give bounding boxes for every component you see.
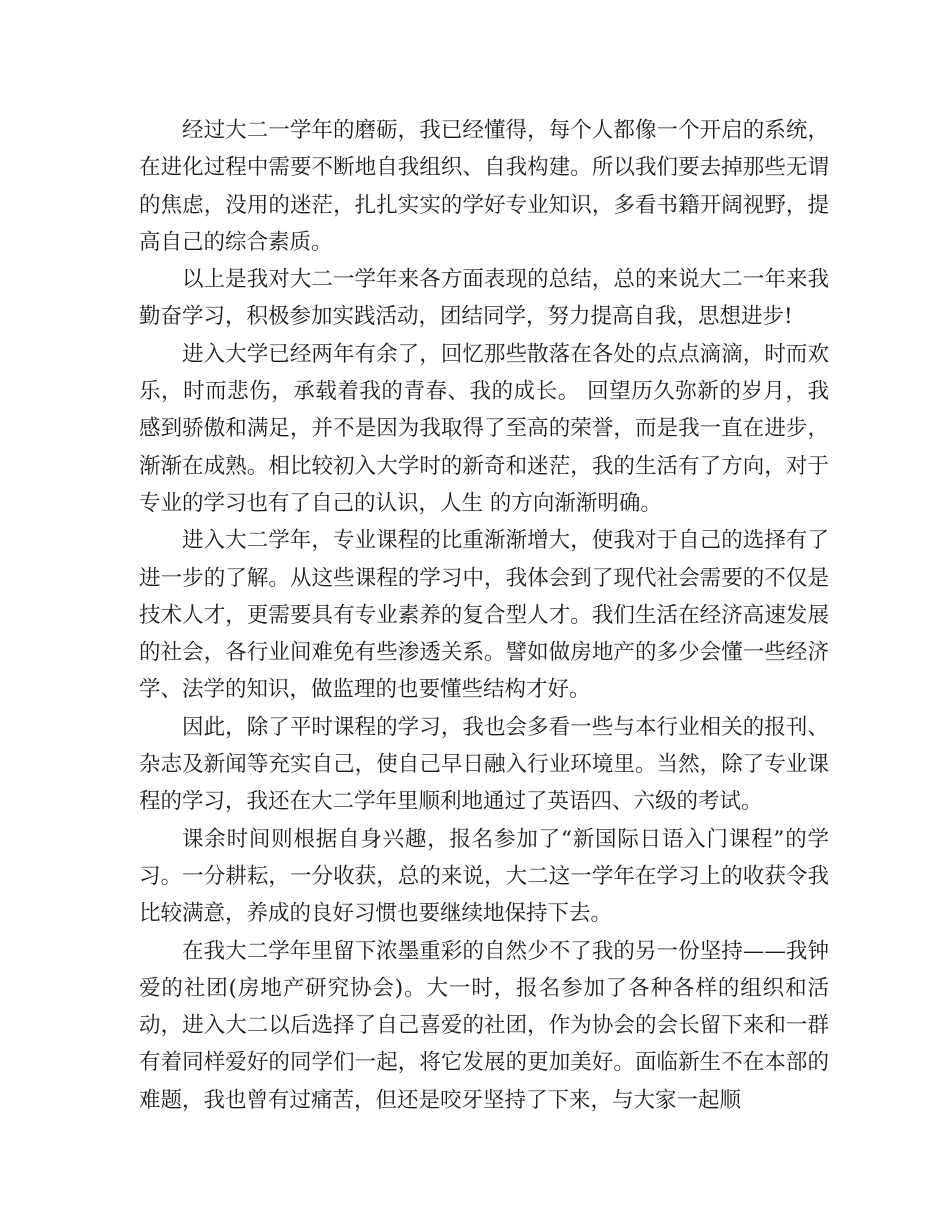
paragraph-6: 课余时间则根据自身兴趣，报名参加了“新国际日语入门课程”的学习。一分耕耘，一分收获，总的来说，大二这一学年在学习上的收获令我比较满意，养成的良好习惯也要继续地保持下去。 (139, 826, 829, 927)
paragraph-5: 因此，除了平时课程的学习，我也会多看一些与本行业相关的报刊、杂志及新闻等充实自己，使自己早日融入行业环境里。当然，除了专业课程的学习，我还在大二学年里顺利地通过了英语四、六级的考试。 (139, 714, 829, 815)
paragraph-4: 进入大二学年，专业课程的比重渐渐增大，使我对于自己的选择有了进一步的了解。从这些课程的学习中，我体会到了现代社会需要的不仅是技术人才，更需要具有专业素养的复合型人才。我们生活在经济高速发展的社会，各行业间难免有些渗透关系。譬如做房地产的多少会懂一些经济学、法学的知识，做监理的也要懂些结构才好。 (139, 528, 829, 703)
paragraph-3: 进入大学已经两年有余了，回忆那些散落在各处的点点滴滴，时而欢乐，时而悲伤，承载着我的青春、我的成长。 回望历久弥新的岁月，我感到骄傲和满足，并不是因为我取得了至高的荣誉，而是我一直在进步，渐渐在成熟。相比较初入大学时的新奇和迷茫，我的生活有了方向，对于专业的学习也有了自己的认识，人生 的方向渐渐明确。 (139, 341, 829, 516)
paragraph-7: 在我大二学年里留下浓墨重彩的自然少不了我的另一份坚持——我钟爱的社团(房地产研究协会)。大一时，报名参加了各种各样的组织和活动，进入大二以后选择了自己喜爱的社团，作为协会的会长留下来和一群有着同样爱好的同学们一起，将它发展的更加美好。面临新生不在本部的难题，我也曾有过痛苦，但还是咬牙坚持了下来，与大家一起顺 (139, 938, 829, 1113)
paragraph-2: 以上是我对大二一学年来各方面表现的总结，总的来说大二一年来我勤奋学习，积极参加实践活动，团结同学，努力提高自我，思想进步! (139, 267, 829, 330)
document-body (139, 112, 829, 1119)
paragraph-1: 经过大二一学年的磨砺，我已经懂得，每个人都像一个开启的系统，在进化过程中需要不断地自我组织、自我构建。所以我们要去掉那些无谓的焦虑，没用的迷茫，扎扎实实的学好专业知识，多看书籍开阔视野，提高自己的综合素质。 (139, 118, 829, 255)
